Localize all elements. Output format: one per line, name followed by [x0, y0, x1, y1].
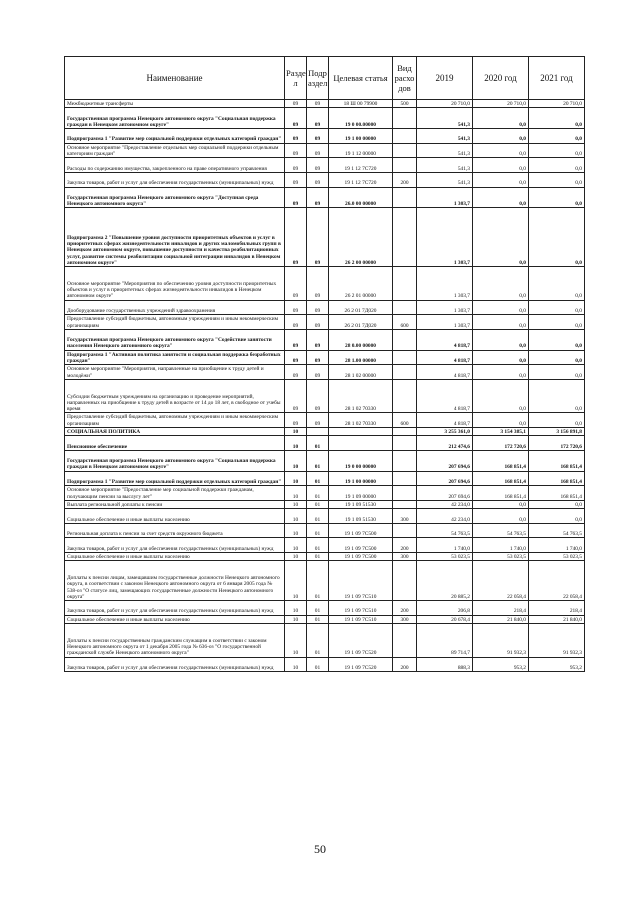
row-value-2019-cell: 1 740,0 [417, 538, 473, 553]
row-target-cell: 19 1 09 7С520 [329, 657, 393, 672]
row-target-cell: 28 1 02 70330 [329, 413, 393, 428]
row-name-cell: Предоставление субсидий бюджетным, автономным учреждениям и иным некоммерческим организациям [65, 315, 285, 330]
row-value-2020-cell: 0,0 [473, 187, 529, 208]
row-expense-type-cell [393, 523, 417, 538]
row-name-cell: Закупка товаров, работ и услуг для обеспечения государственных (муниципальных) нужд [65, 601, 285, 616]
row-target-cell: 28 1.00 00000 [329, 350, 393, 365]
row-name-cell: Социальное обеспечение и иные выплаты населению [65, 553, 285, 561]
table-row [65, 450, 585, 471]
row-expense-type-cell [393, 471, 417, 486]
row-value-2021-cell: 53 023,5 [529, 553, 585, 561]
row-section-cell: 09 [285, 379, 307, 413]
row-section-cell: 09 [285, 108, 307, 129]
header-subsection: Подр аздел [307, 57, 329, 100]
row-subsection-cell: 09 [307, 143, 329, 158]
row-value-2020-cell: 953,2 [473, 657, 529, 672]
row-value-2020-cell: 1 740,0 [473, 538, 529, 553]
row-name-cell: Пенсионное обеспечение [65, 436, 285, 451]
row-value-2019-cell: 20 885,2 [417, 561, 473, 601]
table-body [65, 100, 585, 672]
table-row [65, 129, 585, 144]
row-value-2020-cell: 53 023,5 [473, 553, 529, 561]
row-value-2019-cell: 3 255 361,0 [417, 428, 473, 436]
row-subsection-cell: 01 [307, 657, 329, 672]
row-subsection-cell: 09 [307, 315, 329, 330]
row-name-cell: Основное мероприятие "Предоставление мер социальной поддержки гражданам, получающим пенсии за выслугу лет" [65, 486, 285, 501]
row-value-2021-cell: 953,2 [529, 657, 585, 672]
row-section-cell: 10 [285, 657, 307, 672]
table-row [65, 172, 585, 187]
row-target-cell: 19 1 09 7С510 [329, 561, 393, 601]
row-expense-type-cell [393, 450, 417, 471]
row-expense-type-cell: 200 [393, 172, 417, 187]
row-value-2019-cell: 42 234,0 [417, 509, 473, 524]
row-value-2021-cell: 0,0 [529, 329, 585, 350]
row-expense-type-cell [393, 129, 417, 144]
row-value-2020-cell: 0,0 [473, 350, 529, 365]
row-target-cell: 19 1 12 00000 [329, 143, 393, 158]
row-section-cell: 09 [285, 129, 307, 144]
row-value-2020-cell: 91 932,3 [473, 624, 529, 658]
row-subsection-cell: 01 [307, 553, 329, 561]
row-section-cell: 09 [285, 350, 307, 365]
row-value-2021-cell: 0,0 [529, 208, 585, 267]
header-year-2021: 2021 год [529, 57, 585, 100]
table-row [65, 624, 585, 658]
table-row [65, 553, 585, 561]
row-name-cell: Государственная программа Ненецкого автономного округа "Социальная поддержка граждан в Ненецком автономном округе" [65, 108, 285, 129]
row-section-cell: 10 [285, 436, 307, 451]
row-value-2021-cell: 0,0 [529, 413, 585, 428]
row-subsection-cell: 01 [307, 601, 329, 616]
header-section: Разде л [285, 57, 307, 100]
row-value-2020-cell: 54 763,5 [473, 523, 529, 538]
row-value-2021-cell: 172 720,6 [529, 436, 585, 451]
row-value-2019-cell: 20 678,4 [417, 615, 473, 623]
row-value-2021-cell: 1 740,0 [529, 538, 585, 553]
table-row [65, 143, 585, 158]
row-section-cell: 09 [285, 365, 307, 380]
row-target-cell: 19 1 12 7С720 [329, 158, 393, 173]
table-row [65, 538, 585, 553]
row-target-cell: 19 1 09 7С520 [329, 624, 393, 658]
row-name-cell: Выплата региональной доплаты к пенсии [65, 500, 285, 508]
budget-table [64, 56, 585, 672]
row-value-2019-cell: 53 023,5 [417, 553, 473, 561]
row-value-2021-cell: 21 840,0 [529, 615, 585, 623]
row-name-cell: Основное мероприятие "Мероприятия, направленные на приобщение к труду детей и молодёжи" [65, 365, 285, 380]
header-target-article: Целевая статья [329, 57, 393, 100]
row-name-cell: Закупка товаров, работ и услуг для обеспечения государственных (муниципальных) нужд [65, 538, 285, 553]
row-expense-type-cell: 500 [393, 100, 417, 108]
row-value-2021-cell: 0,0 [529, 129, 585, 144]
row-section-cell: 09 [285, 300, 307, 315]
table-row [65, 601, 585, 616]
row-subsection-cell: 09 [307, 100, 329, 108]
row-target-cell: 19 1 09 51530 [329, 500, 393, 508]
row-expense-type-cell: 200 [393, 657, 417, 672]
row-name-cell: Социальное обеспечение и иные выплаты населению [65, 509, 285, 524]
row-value-2019-cell: 1 303,7 [417, 187, 473, 208]
row-section-cell: 10 [285, 601, 307, 616]
table-row [65, 158, 585, 173]
row-value-2021-cell: 0,0 [529, 187, 585, 208]
row-target-cell: 19 0 00.00000 [329, 108, 393, 129]
row-target-cell: 19 1 09 7С510 [329, 615, 393, 623]
row-subsection-cell: 01 [307, 538, 329, 553]
table-row [65, 436, 585, 451]
row-value-2020-cell: 20 710,0 [473, 100, 529, 108]
row-target-cell: 26 2 01 00000 [329, 267, 393, 301]
row-expense-type-cell [393, 624, 417, 658]
row-name-cell: Межбюджетные трансферты [65, 100, 285, 108]
row-name-cell: Государственная программа Ненецкого автономного округа "Содействие занятости населения Ненецкого автономного округа" [65, 329, 285, 350]
row-name-cell: Подпрограмма 2 "Повышение уровня доступности приоритетных объектов и услуг в приоритетных сферах жизнедеятельности инвалидов и других маломобильных групп в Ненецком автономном округе, повышение доступности и качества реабилитационных услуг, развитие системы реабилитации социальной интеграции инвалидов в Ненецком автономном округе" [65, 208, 285, 267]
row-target-cell: 19 1 09 00000 [329, 486, 393, 501]
row-value-2021-cell: 218,4 [529, 601, 585, 616]
row-target-cell [329, 428, 393, 436]
row-expense-type-cell [393, 500, 417, 508]
row-value-2021-cell: 0,0 [529, 379, 585, 413]
row-name-cell: Закупка товаров, работ и услуг для обеспечения государственных (муниципальных) нужд [65, 657, 285, 672]
row-value-2020-cell: 0,0 [473, 413, 529, 428]
table-row [65, 379, 585, 413]
row-expense-type-cell: 600 [393, 413, 417, 428]
row-expense-type-cell: 300 [393, 553, 417, 561]
row-value-2019-cell: 541,3 [417, 108, 473, 129]
table-row [65, 365, 585, 380]
header-year-2019: 2019 [417, 57, 473, 100]
row-name-cell: Государственная программа Ненецкого автономного округа "Социальная поддержка граждан в Ненецком автономном округе" [65, 450, 285, 471]
row-value-2021-cell: 0,0 [529, 300, 585, 315]
row-value-2021-cell: 168 851,4 [529, 471, 585, 486]
header-year-2020: 2020 год [473, 57, 529, 100]
row-expense-type-cell [393, 267, 417, 301]
row-value-2020-cell: 0,0 [473, 267, 529, 301]
table-row [65, 208, 585, 267]
row-value-2020-cell: 0,0 [473, 509, 529, 524]
row-value-2020-cell: 0,0 [473, 365, 529, 380]
row-expense-type-cell [393, 187, 417, 208]
row-subsection-cell [307, 428, 329, 436]
row-section-cell: 09 [285, 413, 307, 428]
row-value-2020-cell: 0,0 [473, 143, 529, 158]
table-row [65, 615, 585, 623]
row-value-2021-cell: 0,0 [529, 158, 585, 173]
row-subsection-cell: 09 [307, 267, 329, 301]
row-name-cell: Региональная доплата к пенсии за счет средств окружного бюджета [65, 523, 285, 538]
row-target-cell: 19 1 09 7С510 [329, 601, 393, 616]
row-expense-type-cell [393, 486, 417, 501]
row-name-cell: Дооборудование государственных учреждений здравоохранения [65, 300, 285, 315]
row-value-2019-cell: 1 303,7 [417, 267, 473, 301]
row-target-cell: 19 0 00 00000 [329, 450, 393, 471]
table-row [65, 561, 585, 601]
table-row [65, 187, 585, 208]
row-value-2021-cell: 0,0 [529, 509, 585, 524]
row-target-cell: 19 1 09 7С500 [329, 538, 393, 553]
row-section-cell: 09 [285, 172, 307, 187]
row-value-2019-cell: 541,3 [417, 172, 473, 187]
table-row [65, 471, 585, 486]
row-section-cell: 10 [285, 553, 307, 561]
row-section-cell: 10 [285, 428, 307, 436]
row-expense-type-cell [393, 365, 417, 380]
row-value-2019-cell: 20 710,0 [417, 100, 473, 108]
row-name-cell: Доплаты к пенсии государственным гражданским служащим в соответствии с законом Ненецкого автономного округа от 1 декабря 2005 года № 636-оз "О государственной гражданской службе Ненецкого автономного округа" [65, 624, 285, 658]
row-value-2019-cell: 206,8 [417, 601, 473, 616]
page-number: 50 [314, 842, 326, 856]
row-section-cell: 09 [285, 143, 307, 158]
row-value-2021-cell: 168 851,4 [529, 450, 585, 471]
row-value-2021-cell: 0,0 [529, 267, 585, 301]
row-section-cell: 10 [285, 561, 307, 601]
row-subsection-cell: 09 [307, 208, 329, 267]
row-value-2019-cell: 888,3 [417, 657, 473, 672]
row-value-2020-cell: 3 154 385,1 [473, 428, 529, 436]
row-value-2019-cell: 4 818,7 [417, 413, 473, 428]
row-subsection-cell: 09 [307, 350, 329, 365]
row-value-2021-cell: 0,0 [529, 315, 585, 330]
row-value-2019-cell: 207 694,6 [417, 471, 473, 486]
row-value-2019-cell: 89 714,7 [417, 624, 473, 658]
row-value-2021-cell: 91 932,3 [529, 624, 585, 658]
row-value-2020-cell: 0,0 [473, 172, 529, 187]
row-value-2019-cell: 207 694,6 [417, 450, 473, 471]
row-value-2020-cell: 0,0 [473, 108, 529, 129]
row-target-cell: 19 1 09 51530 [329, 509, 393, 524]
row-value-2019-cell: 4 818,7 [417, 379, 473, 413]
row-expense-type-cell [393, 108, 417, 129]
table-row [65, 657, 585, 672]
table-row [65, 300, 585, 315]
table-row [65, 509, 585, 524]
row-value-2019-cell: 4 818,7 [417, 365, 473, 380]
row-expense-type-cell [393, 428, 417, 436]
row-value-2019-cell: 207 694,6 [417, 486, 473, 501]
row-name-cell: Основное мероприятие "Мероприятия по обеспечению уровня доступности приоритетных объектов и услуг в приоритетных сферах жизнедеятельности инвалидов в Ненецком автономном округе" [65, 267, 285, 301]
header-name: Наименование [65, 57, 285, 100]
row-target-cell: 19 1 00 00000 [329, 471, 393, 486]
row-target-cell: 26 2 01 7Д020 [329, 315, 393, 330]
row-value-2020-cell: 0,0 [473, 329, 529, 350]
row-section-cell: 09 [285, 315, 307, 330]
row-name-cell: Предоставление субсидий бюджетным, автономным учреждениям и иным некоммерческим организациям [65, 413, 285, 428]
table-header-row [65, 57, 585, 100]
row-value-2020-cell: 0,0 [473, 208, 529, 267]
row-value-2020-cell: 0,0 [473, 300, 529, 315]
row-subsection-cell: 01 [307, 561, 329, 601]
row-value-2021-cell: 3 156 891,8 [529, 428, 585, 436]
row-subsection-cell: 01 [307, 523, 329, 538]
row-name-cell: Подпрограмма 1 "Развитие мер социальной поддержки отдельных категорий граждан" [65, 471, 285, 486]
row-value-2019-cell: 1 303,7 [417, 208, 473, 267]
row-section-cell: 10 [285, 615, 307, 623]
row-expense-type-cell [393, 143, 417, 158]
row-value-2020-cell: 22 058,4 [473, 561, 529, 601]
row-value-2020-cell: 218,4 [473, 601, 529, 616]
row-subsection-cell: 09 [307, 187, 329, 208]
row-name-cell: Основное мероприятие "Предоставление отдельных мер социальной поддержки отдельным категориям граждан" [65, 143, 285, 158]
row-value-2019-cell: 4 818,7 [417, 350, 473, 365]
table-row [65, 267, 585, 301]
row-section-cell: 09 [285, 208, 307, 267]
row-value-2021-cell: 0,0 [529, 350, 585, 365]
row-expense-type-cell [393, 561, 417, 601]
row-value-2021-cell: 0,0 [529, 108, 585, 129]
header-expense-type: Вид расхо дов [393, 57, 417, 100]
row-target-cell: 28 1 02 70330 [329, 379, 393, 413]
row-target-cell: 19 1 09 7С500 [329, 553, 393, 561]
row-expense-type-cell [393, 329, 417, 350]
row-name-cell: Закупка товаров, работ и услуг для обеспечения государственных (муниципальных) нужд [65, 172, 285, 187]
row-value-2020-cell: 0,0 [473, 315, 529, 330]
row-value-2019-cell: 42 234,0 [417, 500, 473, 508]
table-row [65, 315, 585, 330]
row-value-2020-cell: 172 720,6 [473, 436, 529, 451]
row-subsection-cell: 01 [307, 624, 329, 658]
row-target-cell: 19 1 12 7С720 [329, 172, 393, 187]
row-section-cell: 09 [285, 100, 307, 108]
row-value-2021-cell: 0,0 [529, 172, 585, 187]
row-subsection-cell: 09 [307, 158, 329, 173]
row-expense-type-cell [393, 436, 417, 451]
row-value-2020-cell: 21 840,0 [473, 615, 529, 623]
row-expense-type-cell: 200 [393, 601, 417, 616]
row-section-cell: 10 [285, 523, 307, 538]
row-value-2021-cell: 22 058,4 [529, 561, 585, 601]
row-target-cell: 19 1 09 7С500 [329, 523, 393, 538]
row-section-cell: 10 [285, 500, 307, 508]
row-name-cell: Подпрограмма 1 "Развитие мер социальной поддержки отдельных категорий граждан" [65, 129, 285, 144]
row-expense-type-cell: 300 [393, 509, 417, 524]
row-subsection-cell: 09 [307, 172, 329, 187]
row-section-cell: 09 [285, 329, 307, 350]
row-section-cell: 10 [285, 486, 307, 501]
row-subsection-cell: 09 [307, 108, 329, 129]
row-name-cell: Доплаты к пенсии лицам, замещавшим государственные должности Ненецкого автономного округа, в соответствии с законом Ненецкого автономного округа от 6 января 2005 года № 538-оз "О статусе лиц, замещающих государственные должности Ненецкого автономного округа" [65, 561, 285, 601]
row-expense-type-cell [393, 208, 417, 267]
row-subsection-cell: 09 [307, 413, 329, 428]
row-value-2019-cell: 54 763,5 [417, 523, 473, 538]
row-subsection-cell: 01 [307, 509, 329, 524]
row-subsection-cell: 09 [307, 300, 329, 315]
row-target-cell: 19 1 00 00000 [329, 129, 393, 144]
row-expense-type-cell [393, 350, 417, 365]
row-value-2021-cell: 20 710,0 [529, 100, 585, 108]
row-target-cell: 18 Ш 00 79900 [329, 100, 393, 108]
row-expense-type-cell: 300 [393, 615, 417, 623]
row-subsection-cell: 09 [307, 329, 329, 350]
row-subsection-cell: 09 [307, 365, 329, 380]
row-expense-type-cell [393, 158, 417, 173]
table-row [65, 428, 585, 436]
row-name-cell: Подпрограмма 1 "Активная политика занятости и социальная поддержка безработных граждан" [65, 350, 285, 365]
row-value-2019-cell: 541,3 [417, 129, 473, 144]
row-value-2020-cell: 168 851,4 [473, 486, 529, 501]
row-section-cell: 09 [285, 267, 307, 301]
row-name-cell: Социальное обеспечение и иные выплаты населению [65, 615, 285, 623]
table-row [65, 350, 585, 365]
row-value-2021-cell: 0,0 [529, 365, 585, 380]
row-value-2021-cell: 0,0 [529, 143, 585, 158]
row-subsection-cell: 09 [307, 379, 329, 413]
row-expense-type-cell [393, 379, 417, 413]
row-value-2020-cell: 0,0 [473, 158, 529, 173]
row-target-cell [329, 436, 393, 451]
table-row [65, 108, 585, 129]
row-target-cell: 28 1 02 00000 [329, 365, 393, 380]
row-value-2020-cell: 0,0 [473, 379, 529, 413]
row-target-cell: 28 0.00 00000 [329, 329, 393, 350]
row-section-cell: 10 [285, 509, 307, 524]
row-value-2019-cell: 541,3 [417, 158, 473, 173]
row-value-2019-cell: 212 474,6 [417, 436, 473, 451]
row-target-cell: 26.0 00 00000 [329, 187, 393, 208]
row-subsection-cell: 01 [307, 436, 329, 451]
row-expense-type-cell: 200 [393, 538, 417, 553]
table-row [65, 523, 585, 538]
table-row [65, 500, 585, 508]
row-section-cell: 10 [285, 471, 307, 486]
row-value-2021-cell: 54 763,5 [529, 523, 585, 538]
table-row [65, 413, 585, 428]
row-value-2020-cell: 168 851,4 [473, 450, 529, 471]
row-value-2019-cell: 1 303,7 [417, 300, 473, 315]
row-expense-type-cell: 600 [393, 315, 417, 330]
row-value-2021-cell: 0,0 [529, 500, 585, 508]
row-section-cell: 10 [285, 538, 307, 553]
row-name-cell: Субсидии бюджетным учреждениям на организацию и проведение мероприятий, направленных на приобщение к труду детей в возрасте от 14 до 18 лет, в свободное от учебы время [65, 379, 285, 413]
row-target-cell: 26 2 00 00000 [329, 208, 393, 267]
row-value-2019-cell: 541,3 [417, 143, 473, 158]
row-section-cell: 10 [285, 450, 307, 471]
table-row [65, 100, 585, 108]
row-section-cell: 10 [285, 624, 307, 658]
table-row [65, 486, 585, 501]
row-target-cell: 26 2 01 7Д020 [329, 300, 393, 315]
row-value-2021-cell: 168 851,4 [529, 486, 585, 501]
row-subsection-cell: 01 [307, 486, 329, 501]
row-subsection-cell: 01 [307, 500, 329, 508]
row-value-2020-cell: 0,0 [473, 500, 529, 508]
row-subsection-cell: 01 [307, 615, 329, 623]
row-section-cell: 09 [285, 158, 307, 173]
table-row [65, 329, 585, 350]
row-value-2019-cell: 1 303,7 [417, 315, 473, 330]
row-name-cell: СОЦИАЛЬНАЯ ПОЛИТИКА [65, 428, 285, 436]
row-value-2020-cell: 168 851,4 [473, 471, 529, 486]
row-value-2019-cell: 4 818,7 [417, 329, 473, 350]
row-section-cell: 09 [285, 187, 307, 208]
row-expense-type-cell [393, 300, 417, 315]
row-subsection-cell: 01 [307, 471, 329, 486]
row-name-cell: Расходы по содержанию имущества, закрепленного на праве оперативного управления [65, 158, 285, 173]
row-subsection-cell: 09 [307, 129, 329, 144]
row-name-cell: Государственная программа Ненецкого автономного округа "Доступная среда Ненецкого автономного округа" [65, 187, 285, 208]
row-subsection-cell: 01 [307, 450, 329, 471]
row-value-2020-cell: 0,0 [473, 129, 529, 144]
